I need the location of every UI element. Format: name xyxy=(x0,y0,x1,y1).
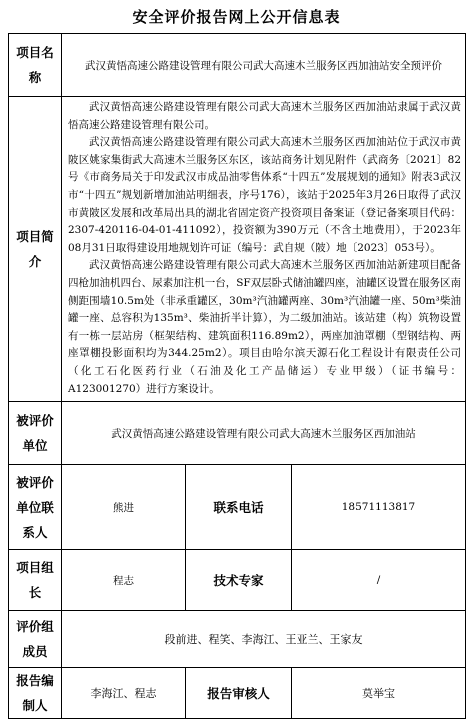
project-intro-label: 项目简介 xyxy=(9,97,62,402)
row-leader xyxy=(9,550,466,611)
members-label: 评价组成员 xyxy=(9,611,62,668)
expert-value: / xyxy=(292,550,466,611)
info-table xyxy=(8,33,466,719)
row-project-intro xyxy=(9,97,466,402)
page-title: 安全评价报告网上公开信息表 xyxy=(132,8,341,26)
evaluated-unit-value: 武汉黄悟高速公路建设管理有限公司武大高速木兰服务区西加油站 xyxy=(62,402,466,465)
contact-label: 被评价单位联系人 xyxy=(9,465,62,550)
intro-paragraph-1: 武汉黄悟高速公路建设管理有限公司武大高速木兰服务区西加油站隶属于武汉黄悟高速公路建设管理有限公司。 xyxy=(68,101,462,131)
row-contact xyxy=(9,465,466,550)
members-value: 段前进、程笑、李海江、王亚兰、王家友 xyxy=(62,611,466,668)
writers-label: 报告编制人 xyxy=(9,668,62,719)
phone-value: 18571113817 xyxy=(292,465,466,550)
row-members xyxy=(9,611,466,668)
intro-paragraph-2: 武汉黄悟高速公路建设管理有限公司武大高速木兰服务区西加油站位于武汉市黄陂区姚家集街武大高速木兰服务区东区，该站商务计划见附件（武商务〔2021〕82号《市商务局关于印发武汉市成品油零售体系“十四五”发展规划的通知》附表3武汉市“十四五”规划新增加油站明细表，序号176），该站于2025年3月26日取得了武汉市黄陂区发展和改革局出具的湖北省固定资产投资项目备案证（登记备案项目代码：2307-420116-04-01-411092），投资额为390万元（不含土地费用），于2023年08月31日取得建设用地规划许可证（编号：武自规（陂）地〔2023〕053号）。 xyxy=(68,136,462,254)
leader-label: 项目组长 xyxy=(9,550,62,611)
row-writers xyxy=(9,668,466,719)
project-name-label: 项目名称 xyxy=(9,34,62,97)
contact-value: 熊进 xyxy=(62,465,186,550)
intro-paragraph-3: 武汉黄悟高速公路建设管理有限公司武大高速木兰服务区西加油站新建项目配备四枪加油机四台、尿素加注机一台，SF双层卧式储油罐四座，油罐区设置在服务区南侧距围墙10.5m处（非承重罐区，30m³汽油罐两座、30m³汽油罐一座、50m³柴油罐一座、总容积为135m³、柴油折半计算），为二级加油站。该站建（构）筑物设置有一栋一层站房（框架结构、建筑面积116.89m2），两座加油罩棚（型钢结构、两座罩棚投影面积均为344.25m2）。项目由哈尔滨天源石化工程设计有限责任公司（化工石化医药行业（石油及化工产品储运）专业甲级）（证书编号：A123001270）进行方案设计。 xyxy=(68,259,462,395)
project-intro-text xyxy=(62,97,466,402)
project-name-value: 武汉黄悟高速公路建设管理有限公司武大高速木兰服务区西加油站安全预评价 xyxy=(62,34,466,97)
row-evaluated-unit xyxy=(9,402,466,465)
expert-label: 技术专家 xyxy=(186,550,292,611)
row-project-name xyxy=(9,34,466,97)
reviewer-value: 莫举宝 xyxy=(292,668,466,719)
phone-label: 联系电话 xyxy=(186,465,292,550)
evaluated-unit-label: 被评价单位 xyxy=(9,402,62,465)
reviewer-label: 报告审核人 xyxy=(186,668,292,719)
leader-value: 程志 xyxy=(62,550,186,611)
writers-value: 李海江、程志 xyxy=(62,668,186,719)
